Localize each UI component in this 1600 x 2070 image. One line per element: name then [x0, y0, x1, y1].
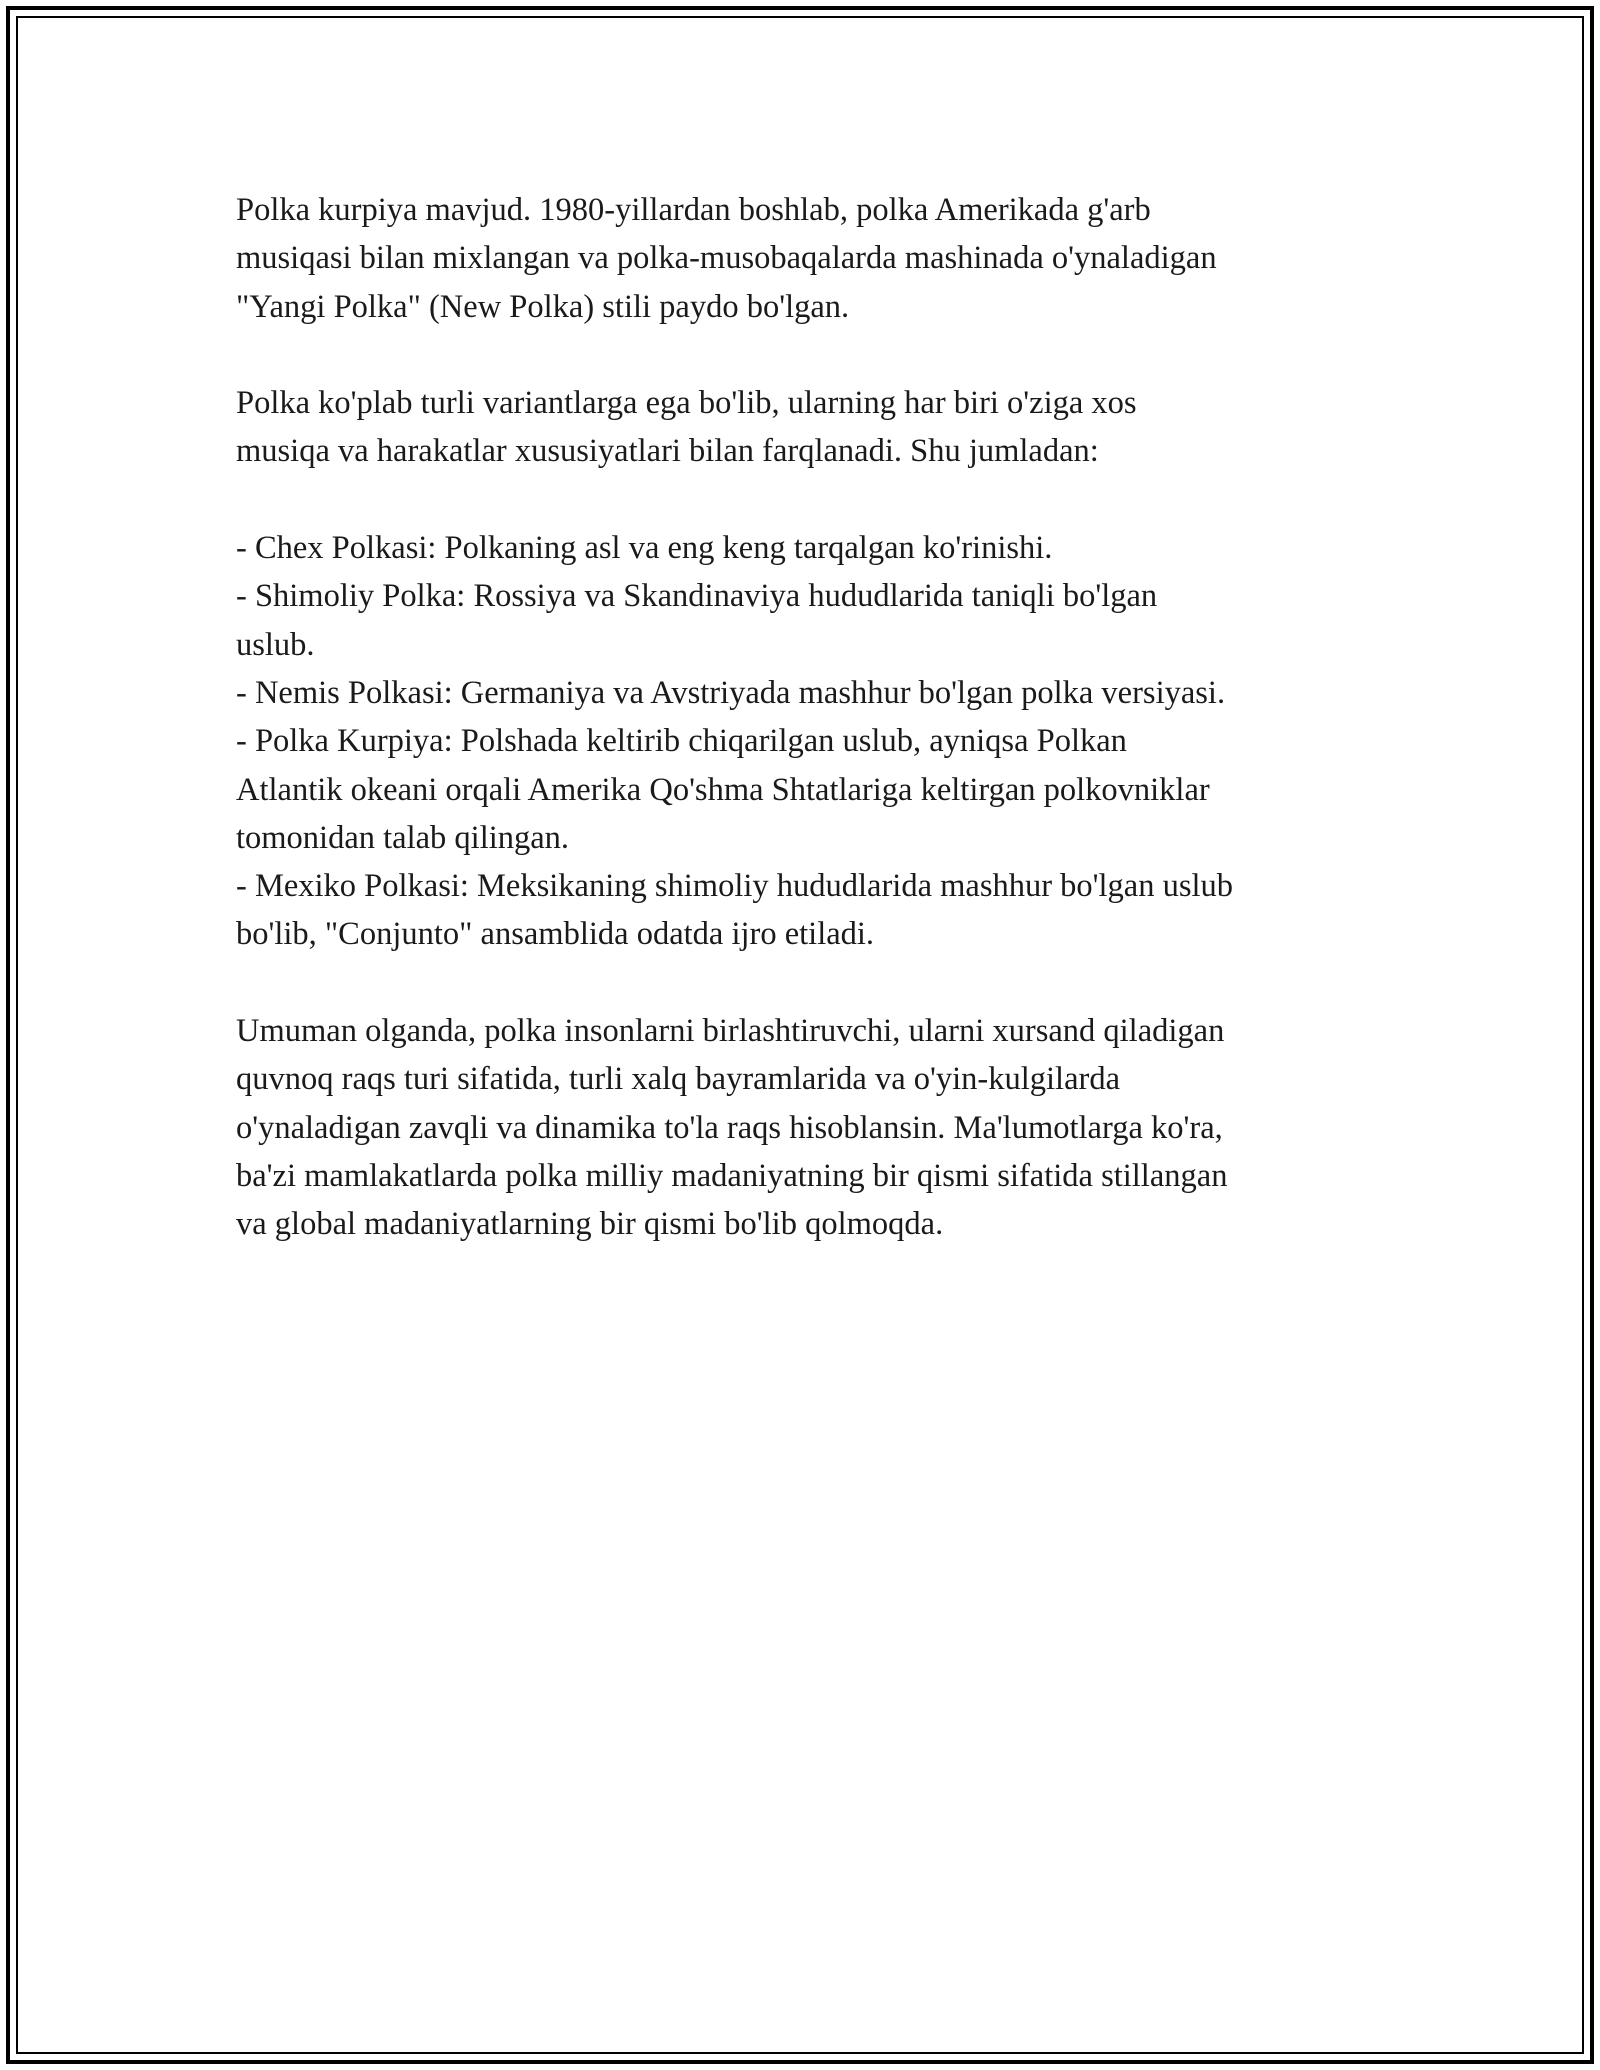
paragraph-intro: [236, 186, 1376, 331]
paragraph-spacer: [236, 959, 1376, 1007]
text-line: ba'zi mamlakatlarda polka milliy madaniyatning bir qismi sifatida stillangan: [236, 1157, 1228, 1194]
text-line: Polka kurpiya mavjud. 1980-yillardan boshlab, polka Amerikada g'arb: [236, 192, 1151, 228]
document-body: [236, 186, 1376, 1249]
paragraph-variants-intro: [236, 379, 1376, 476]
list-item-line: tomonidan talab qilingan.: [236, 819, 570, 856]
list-item-line: Atlantik okeani orqali Amerika Qo'shma Shtatlariga keltirgan polkovniklar: [236, 771, 1210, 808]
list-item-line: bo'lib, "Conjunto" ansamblida odatda ijro etiladi.: [236, 916, 875, 953]
list-item-line: - Shimoliy Polka: Rossiya va Skandinaviya hududlarida taniqli bo'lgan: [236, 578, 1158, 615]
text-line: va global madaniyatlarning bir qismi bo'lib qolmoqda.: [236, 1206, 944, 1243]
text-line: quvnoq raqs turi sifatida, turli xalq bayramlarida va o'yin-kulgilarda: [236, 1061, 1121, 1098]
list-item-line: - Polka Kurpiya: Polshada keltirib chiqarilgan uslub, ayniqsa Polkan: [236, 723, 1127, 760]
text-line: Umuman olganda, polka insonlarni birlashtiruvchi, ularni xursand qiladigan: [236, 1013, 1225, 1050]
list-item-line: - Mexiko Polkasi: Meksikaning shimoliy hududlarida mashhur bo'lgan uslub: [236, 868, 1234, 905]
list-item-line: uslub.: [236, 626, 315, 663]
list-item-line: - Chex Polkasi: Polkaning asl va eng keng tarqalgan ko'rinishi.: [236, 530, 1053, 567]
list-item-line: - Nemis Polkasi: Germaniya va Avstriyada mashhur bo'lgan polka versiyasi.: [236, 674, 1226, 711]
text-line: Polka ko'plab turli variantlarga ega bo'lib, ularning har biri o'ziga xos: [236, 385, 1137, 422]
text-line: musiqasi bilan mixlangan va polka-musobaqalarda mashinada o'ynaladigan: [236, 240, 1217, 277]
text-line: o'ynaladigan zavqli va dinamika to'la raqs hisoblansin. Ma'lumotlarga ko'ra,: [236, 1109, 1223, 1146]
text-line: "Yangi Polka" (New Polka) stili paydo bo'lgan.: [236, 288, 850, 325]
paragraph-variants-list: [236, 524, 1376, 959]
text-line: musiqa va harakatlar xususiyatlari bilan farqlanadi. Shu jumladan:: [236, 433, 1099, 470]
paragraph-spacer: [236, 331, 1376, 379]
paragraph-spacer: [236, 476, 1376, 524]
paragraph-conclusion: [236, 1007, 1376, 1248]
